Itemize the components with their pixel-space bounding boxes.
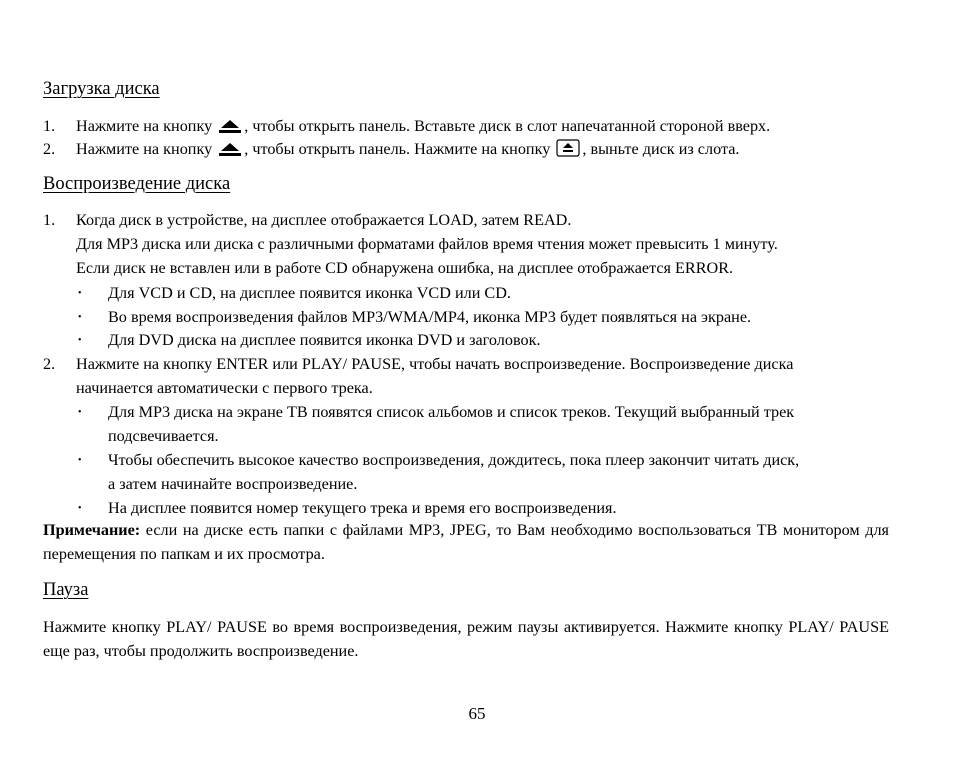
bullet-text: Для VCD и CD, на дисплее появится иконка VCD или CD. — [108, 284, 511, 302]
section-title-load: Загрузка диска — [43, 79, 160, 99]
item-number: 1. — [43, 117, 56, 135]
item-text: начинается автоматически с первого трека. — [76, 379, 373, 397]
item-text: , чтобы открыть панель. Нажмите на кнопку — [244, 140, 551, 158]
page-number: 65 — [468, 704, 486, 723]
section-title-pause: Пауза — [43, 580, 89, 600]
bullet-icon: • — [78, 503, 82, 514]
note-label: Примечание: — [43, 521, 141, 539]
bullet-icon: • — [78, 335, 82, 346]
item-number: 2. — [43, 355, 56, 373]
item-text: Нажмите на кнопку ENTER или PLAY/ PAUSE, чтобы начать воспроизведение. Воспроизведение диска — [76, 355, 794, 373]
item-text: , чтобы открыть панель. Вставьте диск в слот напечатанной стороной вверх. — [244, 117, 771, 135]
bullet-text: подсвечивается. — [108, 427, 219, 445]
item-text: Нажмите на кнопку — [76, 140, 213, 158]
bullet-icon: • — [78, 407, 82, 418]
bullet-text: а затем начинайте воспроизведение. — [108, 475, 358, 493]
item-number: 1. — [43, 211, 56, 229]
bullet-text: Во время воспроизведения файлов MP3/WMA/MP4, иконка MP3 будет появляться на экране. — [108, 308, 752, 326]
section-title-play: Воспроизведение диска — [43, 174, 231, 194]
item-text: Если диск не вставлен или в работе CD обнаружена ошибка, на дисплее отображается ERROR. — [76, 259, 734, 277]
item-text: Когда диск в устройстве, на дисплее отображается LOAD, затем READ. — [76, 211, 572, 229]
pause-paragraph: Нажмите кнопку PLAY/ PAUSE во время воспроизведения, режим паузы активируется. Нажмите кнопку PLAY/ PAUSE еще раз, чтобы продолжить воспроизведение. — [43, 618, 889, 660]
bullet-text: Чтобы обеспечить высокое качество воспроизведения, дождитесь, пока плеер закончит читать диск, — [108, 451, 800, 469]
bullet-icon: • — [78, 455, 82, 466]
bullet-text: Для DVD диска на дисплее появится иконка DVD и заголовок. — [108, 331, 541, 349]
eject-button-icon — [556, 139, 580, 157]
item-text: Нажмите на кнопку — [76, 117, 213, 135]
item-text: , выньте диск из слота. — [582, 140, 740, 158]
bullet-icon: • — [78, 288, 82, 299]
note-paragraph — [43, 518, 889, 566]
bullet-text: Для MP3 диска на экране ТВ появятся список альбомов и список треков. Текущий выбранный трек — [108, 403, 795, 421]
bullet-text: На дисплее появится номер текущего трека и время его воспроизведения. — [108, 499, 617, 517]
bullet-icon: • — [78, 312, 82, 323]
eject-icon — [218, 118, 242, 134]
item-number: 2. — [43, 140, 56, 158]
eject-icon — [218, 141, 242, 157]
note-text: если на диске есть папки с файлами MP3, JPEG, то Вам необходимо воспользоваться ТВ монитором для перемещения по папкам и их просмотра. — [43, 521, 889, 563]
item-text: Для MP3 диска или диска с различными форматами файлов время чтения может превысить 1 минуту. — [76, 235, 778, 253]
